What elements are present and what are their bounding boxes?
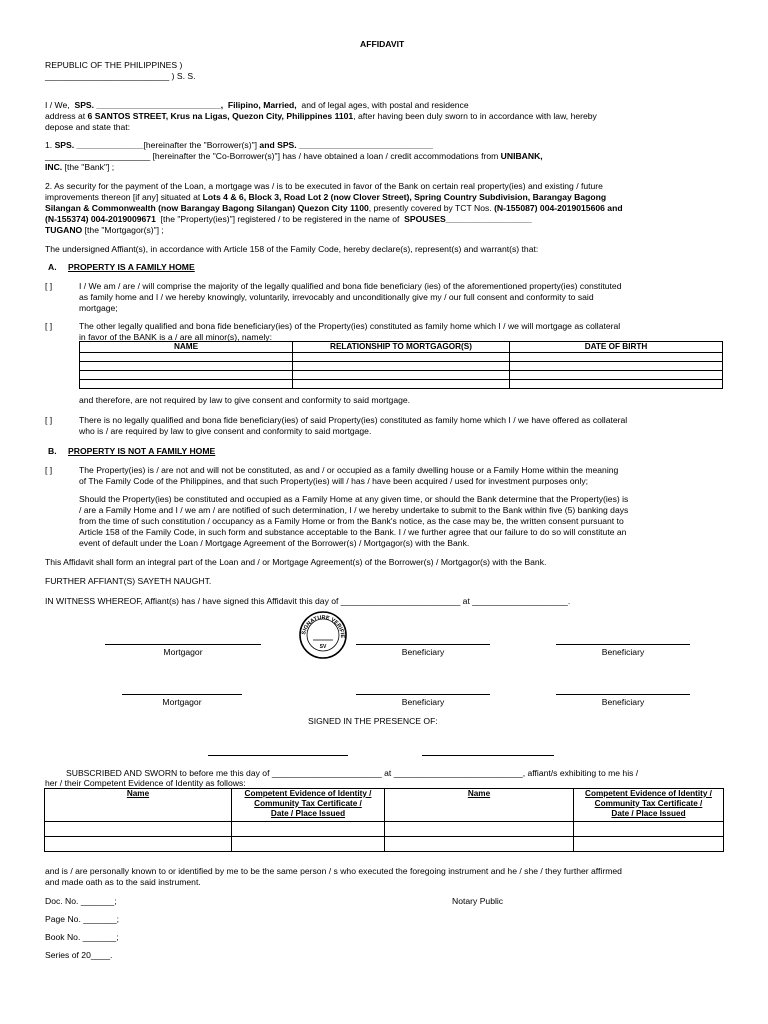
section-a-item-3-line-2: who is / are required by law to give consent and conformity to said mortgage. — [79, 426, 372, 436]
signature-line-beneficiary-3[interactable] — [356, 694, 490, 695]
table-row — [80, 379, 723, 388]
presence-heading: SIGNED IN THE PRESENCE OF: — [308, 716, 438, 726]
stamp-text-top: SIGNATURE VERIFIE — [301, 614, 346, 639]
paragraph-3: The undersigned Affiant(s), in accordance with Article 158 of the Family Code, hereby declare(s), represent(s) and warrant(s) that: — [45, 244, 539, 254]
signature-verified-stamp — [298, 610, 348, 660]
paragraph-2-line-2: improvements thereon [if any] situated at Lots 4 & 6, Block 3, Road Lot 2 (now Clover Street), Spring Country Subdivision, Barangay Bagong — [45, 192, 607, 202]
table-row — [80, 361, 723, 370]
table-cell[interactable] — [293, 352, 510, 361]
identity-col-evidence-2 — [574, 789, 724, 822]
section-b-checkbox-1[interactable]: [ ] — [45, 465, 53, 475]
venue-line-1: REPUBLIC OF THE PHILIPPINES ) — [45, 60, 183, 70]
section-b-heading: PROPERTY IS NOT A FAMILY HOME — [68, 446, 216, 456]
signature-label-mortgagor-2: Mortgagor — [162, 697, 202, 707]
witness-line: IN WITNESS WHEREOF, Affiant(s) has / have signed this Affidavit this day of _________________________ at ____________________. — [45, 596, 571, 606]
table-cell[interactable] — [510, 352, 723, 361]
document-title: AFFIDAVIT — [360, 39, 405, 49]
identity-col-name-1: Name — [45, 789, 232, 822]
evidence-header-line: Community Tax Certificate / — [254, 798, 362, 808]
signature-line-mortgagor-2[interactable] — [122, 694, 242, 695]
section-a-checkbox-2[interactable]: [ ] — [45, 321, 53, 331]
table-cell[interactable] — [80, 361, 293, 370]
signature-label-beneficiary-4: Beneficiary — [601, 697, 645, 707]
intro-line-1: I / We, SPS. __________________________, Filipino, Married, and of legal ages, with postal and residence — [45, 100, 469, 110]
intro-line-3: depose and state that: — [45, 122, 131, 132]
intro-line-2: address at 6 SANTOS STREET, Krus na Ligas, Quezon City, Philippines 1101, after having been duly sworn to in accordance with law, hereby — [45, 111, 597, 121]
closing-line-2: FURTHER AFFIANT(S) SAYETH NAUGHT. — [45, 576, 212, 586]
known-line-1: and is / are personally known to or identified by me to be the same person / s who executed the foregoing instrument and he / she / they further affirmed — [45, 866, 622, 876]
paragraph-1-line-2: ______________________ [hereinafter the "Co-Borrower(s)"] has / have obtained a loan / credit accommodations from UNIBANK, — [45, 151, 543, 161]
table-cell[interactable] — [293, 370, 510, 379]
signature-line-mortgagor-1[interactable] — [105, 644, 261, 645]
witness-signature-line-1[interactable] — [208, 755, 348, 756]
minors-col-relationship: RELATIONSHIP TO MORTGAGOR(S) — [293, 342, 510, 353]
table-cell[interactable] — [45, 822, 232, 837]
evidence-header-line: Competent Evidence of Identity / — [585, 789, 712, 798]
section-b-para-line-1: Should the Property(ies) be constituted and occupied as a Family Home at any given time, or should the Bank determine that the Property(ies) is — [79, 494, 629, 504]
table-cell[interactable] — [80, 370, 293, 379]
table-row — [45, 837, 724, 852]
signature-line-beneficiary-1[interactable] — [356, 644, 490, 645]
doc-no: Doc. No. _______; — [45, 896, 117, 906]
signature-line-beneficiary-2[interactable] — [556, 644, 690, 645]
section-b-para-line-2: / are a Family Home and I / we am / are notified of such determination, I / we hereby undertake to submit to the Bank within five (5) banking days — [79, 505, 629, 515]
minors-table — [79, 341, 723, 389]
section-a-item-2-line-1: The other legally qualified and bona fide beneficiary(ies) of the Property(ies) constituted as family home which I / we will mortgage as collateral — [79, 321, 621, 331]
identity-table — [44, 788, 724, 852]
table-cell[interactable] — [80, 352, 293, 361]
section-b-item-1-line-1: The Property(ies) is / are not and will not be constituted, as and / or occupied as a family dwelling house or a Family Home within the meaning — [79, 465, 619, 475]
table-cell[interactable] — [574, 822, 724, 837]
subscribed-line-2: her / their Competent Evidence of Identity as follows: — [45, 778, 246, 788]
table-cell[interactable] — [510, 379, 723, 388]
table-row — [80, 370, 723, 379]
section-b-item-1-line-2: of The Family Code of the Philippines, and that such Property(ies) will / has / have been acquired / used for investment purposes only; — [79, 476, 589, 486]
signature-label-mortgagor-1: Mortgagor — [163, 647, 203, 657]
table-cell[interactable] — [385, 822, 574, 837]
book-no: Book No. _______; — [45, 932, 119, 942]
series-of: Series of 20____. — [45, 950, 113, 960]
evidence-header-line: Date / Place Issued — [270, 808, 346, 818]
table-cell[interactable] — [45, 837, 232, 852]
page-no: Page No. _______; — [45, 914, 120, 924]
signature-label-beneficiary-2: Beneficiary — [601, 647, 645, 657]
table-cell[interactable] — [232, 837, 385, 852]
table-row — [80, 352, 723, 361]
identity-col-evidence-1 — [232, 789, 385, 822]
table-cell[interactable] — [574, 837, 724, 852]
minors-col-name: NAME — [80, 342, 293, 353]
table-cell[interactable] — [80, 379, 293, 388]
section-a-item-1-line-1: I / We am / are / will comprise the majority of the legally qualified and bona fide beneficiary (ies) of the aforementioned property(ies) constituted — [79, 281, 622, 291]
table-row — [45, 822, 724, 837]
signature-line-beneficiary-4[interactable] — [556, 694, 690, 695]
stamp-text-mid: SV — [319, 644, 327, 650]
subscribed-line-1: SUBSCRIBED AND SWORN to before me this day of _______________________ at ___________________________, affiant/s exhibiting to me his / — [66, 768, 639, 778]
section-b-letter: B. — [48, 446, 57, 456]
closing-line-1: This Affidavit shall form an integral part of the Loan and / or Mortgage Agreement(s) of the Borrower(s) / Mortgagor(s) with the Bank. — [45, 557, 547, 567]
paragraph-2-line-1: 2. As security for the payment of the Loan, a mortgage was / is to be executed in favor of the Bank on certain real property(ies) and existing / future — [45, 181, 603, 191]
section-a-item-1-line-3: mortgage; — [79, 303, 118, 313]
evidence-header-line: Community Tax Certificate / — [594, 798, 703, 808]
minors-col-dob: DATE OF BIRTH — [510, 342, 723, 353]
section-a-letter: A. — [48, 262, 57, 272]
signature-label-beneficiary-1: Beneficiary — [401, 647, 445, 657]
notary-public: Notary Public — [452, 896, 504, 906]
signature-label-beneficiary-3: Beneficiary — [401, 697, 445, 707]
section-a-heading: PROPERTY IS A FAMILY HOME — [68, 262, 195, 272]
venue-line-2: __________________________ ) S. S. — [45, 71, 196, 81]
witness-signature-line-2[interactable] — [422, 755, 554, 756]
paragraph-1-line-1: 1. SPS. ______________[hereinafter the "Borrower(s)"] and SPS. ____________________________ — [45, 140, 433, 150]
section-b-para-line-4: Article 158 of the Family Code, in such form and substance acceptable to the Bank. I / we further agree that our failure to do so will constitute an — [79, 527, 627, 537]
paragraph-2-line-4: (N-155374) 004-2019009671 [the "Property(ies)"] registered / to be registered in the name of SPOUSES__________________ — [45, 214, 532, 224]
section-a-item-2-line-2: in favor of the BANK is a / are all minor(s), namely: — [79, 332, 272, 342]
table-cell[interactable] — [510, 370, 723, 379]
table-cell[interactable] — [385, 837, 574, 852]
paragraph-2-line-5: TUGANO [the "Mortgagor(s)"] ; — [45, 225, 164, 235]
section-a-checkbox-1[interactable]: [ ] — [45, 281, 53, 291]
section-a-checkbox-3[interactable]: [ ] — [45, 415, 53, 425]
table-cell[interactable] — [293, 379, 510, 388]
section-b-para-line-5: event of default under the Loan / Mortgage Agreement of the Borrower(s) / Mortgagor(s) with the Bank. — [79, 538, 470, 548]
section-b-para-line-3: from the time of such constitution / occupancy as a Family Home or from the Bank's notice, as the case may be, the written consent pursuant to — [79, 516, 624, 526]
table-cell[interactable] — [232, 822, 385, 837]
evidence-header-line: Date / Place Issued — [611, 808, 686, 818]
identity-col-name-2: Name — [385, 789, 574, 822]
after-table-text: and therefore, are not required by law to give consent and conformity to said mortgage. — [79, 395, 411, 405]
paragraph-2-line-3: Silangan & Commonwealth (now Barangay Bagong Silangan) Quezon City 1100, presently covered by TCT Nos. (N-155087) 004-2019015606 and — [45, 203, 623, 213]
table-cell[interactable] — [293, 361, 510, 370]
section-a-item-3-line-1: There is no legally qualified and bona fide beneficiary(ies) of said Property(ies) constituted as family home which I / we have offered as collateral — [79, 415, 628, 425]
evidence-header-line: Competent Evidence of Identity / — [244, 789, 372, 798]
known-line-2: and made oath as to the said instrument. — [45, 877, 201, 887]
section-a-item-1-line-2: as family home and I / we hereby knowingly, voluntarily, irrevocably and unconditionally give my / our full consent and conformity to said — [79, 292, 594, 302]
svg-text:SIGNATURE VERIFIED — [298, 610, 345, 639]
paragraph-1-line-3: INC. [the "Bank"] ; — [45, 162, 115, 172]
table-cell[interactable] — [510, 361, 723, 370]
